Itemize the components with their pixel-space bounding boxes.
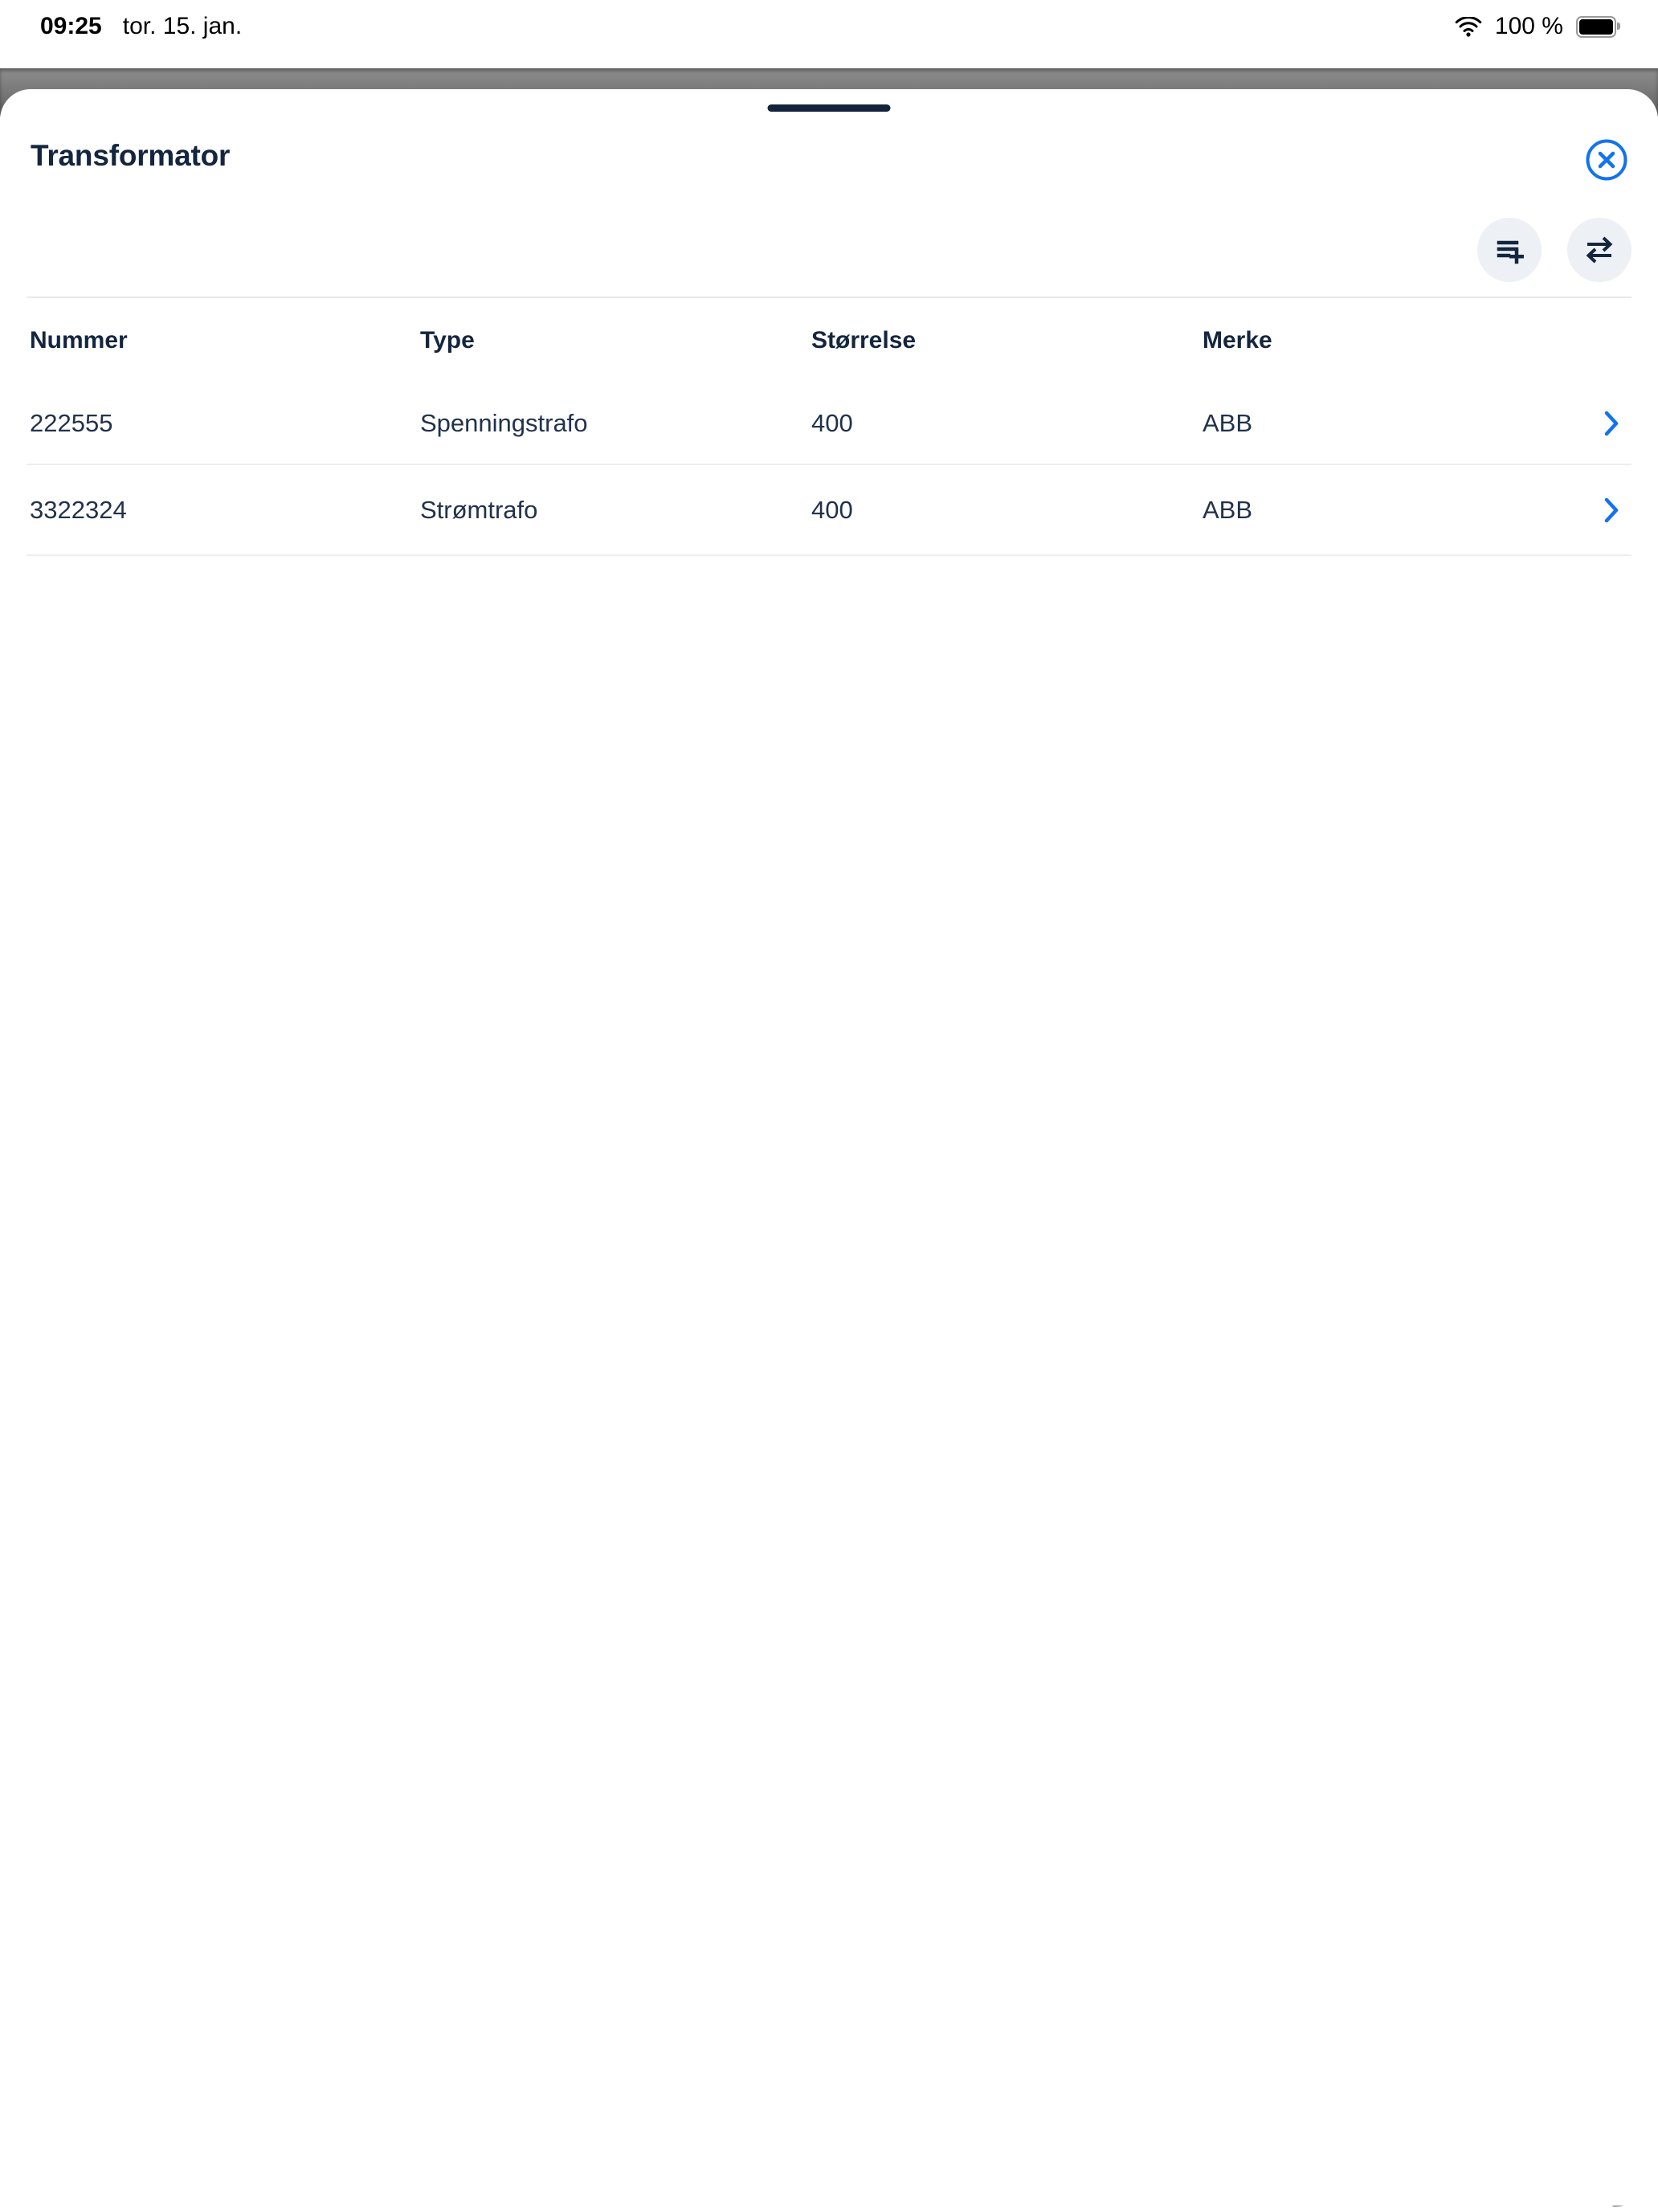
add-row-button[interactable]: [1477, 218, 1542, 282]
cell-nummer: 3322324: [30, 495, 127, 524]
table-row[interactable]: [27, 382, 1631, 464]
chevron-right-icon[interactable]: [1603, 495, 1620, 523]
table-toolbar: [0, 218, 1631, 282]
wifi-icon: [1455, 17, 1482, 37]
playlist-add-icon: [1493, 234, 1525, 266]
chevron-right-icon[interactable]: [1603, 408, 1620, 436]
table-row[interactable]: [27, 464, 1631, 555]
cell-storrelse: 400: [811, 408, 853, 437]
column-header-merke: Merke: [1203, 326, 1272, 354]
transformator-sheet: [0, 89, 1658, 2206]
cell-merke: ABB: [1203, 408, 1253, 437]
battery-full-icon: [1576, 16, 1616, 38]
swap-button[interactable]: [1567, 218, 1631, 282]
column-header-storrelse: Størrelse: [811, 326, 917, 354]
status-time: 09:25: [40, 13, 102, 39]
transformator-table: [27, 296, 1631, 556]
battery-percent-label: 100 %: [1494, 13, 1563, 39]
cell-nummer: 222555: [30, 408, 113, 437]
status-bar: [0, 0, 1658, 68]
column-header-nummer: Nummer: [30, 326, 128, 354]
swap-horizontal-icon: [1582, 233, 1616, 267]
cell-type: Strømtrafo: [420, 495, 538, 524]
column-header-type: Type: [420, 326, 475, 354]
cell-merke: ABB: [1203, 495, 1253, 524]
cell-type: Spenningstrafo: [420, 408, 588, 437]
sheet-title: Transformator: [31, 139, 231, 172]
cell-storrelse: 400: [811, 495, 853, 524]
close-button[interactable]: [1585, 138, 1628, 182]
close-circle-icon: [1585, 138, 1628, 182]
status-date: tor. 15. jan.: [122, 13, 243, 39]
table-header-row: [27, 297, 1631, 382]
sheet-grabber-handle[interactable]: [768, 104, 891, 112]
